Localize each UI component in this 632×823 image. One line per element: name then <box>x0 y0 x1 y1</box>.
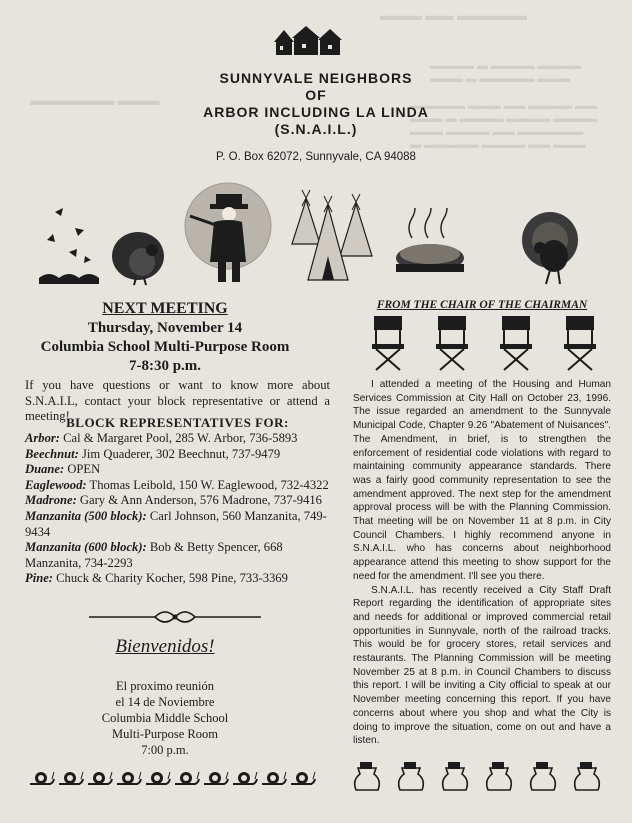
chair-paragraph-2: S.N.A.I.L. has recently received a City Staff Draft Report regarding the identification of appropriate sites and needs for additional or improved commercial retail opportunities in Sunnyvale, north of the railroad tracks. This would be for grocery stores, retail services and restaurants. The Planning Commission will be meeting November 25 at 8 p.m. in Council Chambers to discuss this report. I will be inviting a City official to speak at our November meeting concerning this report. If you have concerns about where you shop and what the City is doing to improve the situation, come on out and have a listen. <box>353 584 611 747</box>
bienvenidos-line1: El proximo reunión <box>116 679 214 693</box>
falling-leaves-icon <box>35 200 100 290</box>
ghost-text: ▬▬▬▬▬▬ ▬▬▬ <box>30 95 160 108</box>
block-reps-list <box>25 431 330 587</box>
block-rep-item <box>25 447 330 463</box>
rep-street-label: Madrone: <box>25 493 77 508</box>
rep-street-label: Beechnut: <box>25 446 79 461</box>
rep-contact: Gary & Ann Anderson, 576 Madrone, 737-9416 <box>76 493 322 508</box>
turkey-icon <box>108 228 170 286</box>
bienvenidos-heading: Bienvenidos! <box>115 636 215 657</box>
snail-border-icon <box>28 768 318 788</box>
rep-contact: Carl Johnson, 560 Manzanita, 749-9434 <box>25 508 327 539</box>
bienvenidos-line2: el 14 de Noviembre <box>115 695 215 709</box>
pilgrims-border-icon <box>350 760 614 794</box>
meeting-date: Thursday, November 14 <box>87 320 243 336</box>
newsletter-title-line4: (S.N.A.I.L.) <box>274 121 358 137</box>
pie-icon <box>392 208 468 284</box>
block-rep-item <box>25 462 330 478</box>
rep-contact: Chuck & Charity Kocher, 598 Pine, 733-3369 <box>52 571 288 586</box>
ghost-text: ▬▬▬▬▬ ▬▬▬ ▬▬ ▬▬▬▬ ▬▬ ▬▬▬ ▬ ▬▬▬▬ ▬▬▬▬ ▬▬▬▬ ▬▬▬ ▬▬▬▬ ▬▬ ▬▬▬▬▬▬ ▬ ▬▬▬▬▬ ▬▬▬▬ ▬▬ ▬▬▬ <box>410 100 597 151</box>
rep-contact: Thomas Leibold, 150 W. Eaglewood, 732-4322 <box>86 477 329 492</box>
block-rep-item <box>25 478 330 494</box>
bienvenidos-line3: Columbia Middle School <box>101 711 229 725</box>
rep-contact: OPEN <box>64 462 101 477</box>
directors-chairs-icon <box>370 316 602 372</box>
rep-contact: Jim Quaderer, 302 Beechnut, 737-9479 <box>78 446 281 461</box>
rep-street-label: Pine: <box>25 571 53 586</box>
rep-street-label: Eaglewood: <box>25 477 87 492</box>
next-meeting-heading: NEXT MEETING <box>102 300 228 317</box>
meeting-intro-text: If you have questions or want to know more about S.N.A.I.L, contact your block representative or attend a meeting! <box>25 378 330 424</box>
chair-column-body <box>353 378 611 748</box>
bienvenidos-line5: 7:00 p.m. <box>141 743 189 757</box>
pilgrim-icon <box>180 182 276 286</box>
newsletter-title-line2: OF <box>305 87 327 103</box>
block-reps-heading: BLOCK REPRESENTATIVES FOR: <box>66 415 289 430</box>
newsletter-title-line1: SUNNYVALE NEIGHBORS <box>219 70 413 86</box>
ghost-text: ▬▬▬▬ ▬ ▬▬▬▬ ▬▬▬▬ ▬▬▬ ▬ ▬▬▬▬▬ ▬▬▬ <box>430 60 582 85</box>
meeting-time: 7-8:30 p.m. <box>128 358 202 374</box>
rep-street-label: Manzanita (500 block): <box>25 508 147 523</box>
rep-contact: Bob & Betty Spencer, 668 Manzanita, 734-2293 <box>25 540 283 570</box>
rep-street-label: Arbor: <box>25 431 60 445</box>
block-rep-item <box>25 431 330 447</box>
block-rep-item <box>25 509 330 540</box>
rep-contact: Cal & Margaret Pool, 285 W. Arbor, 736-5893 <box>60 431 298 445</box>
block-rep-item <box>25 493 330 509</box>
ornament-divider <box>85 606 265 628</box>
block-rep-item <box>25 540 330 571</box>
houses-icon <box>272 24 352 58</box>
ghost-text: ▬▬▬ ▬▬ ▬▬▬▬▬ <box>380 10 527 23</box>
turkey-right-icon <box>520 206 580 286</box>
tepees-icon <box>288 186 380 286</box>
rep-street-label: Duane: <box>25 462 65 477</box>
block-rep-item <box>25 571 330 587</box>
rep-street-label: Manzanita (600 block): <box>25 540 147 555</box>
mailing-address: P. O. Box 62072, Sunnyvale, CA 94088 <box>216 151 416 163</box>
newsletter-title-line3: ARBOR INCLUDING LA LINDA <box>203 104 429 120</box>
bienvenidos-line4: Multi-Purpose Room <box>112 727 218 741</box>
chair-paragraph-1: I attended a meeting of the Housing and Human Services Commission at City Hall on October 23, 1996. The issue regarded an amendment to the Sunnyvale Municipal Code, Chapter 9.26 "Abatement of Nuisances". The Amendment, in brief, is to strengthen the enforcement of residential code violations with regard to maintaining community appearance standards. There was a fairly good community representation to see the amendment approved. The next step for the amendment approval process will be with the Planning Commission. That meeting will be on November 11 at 8 p.m. in City Council Chambers. I highly recommend anyone in S.N.A.I.L. who has concerns about neighborhood appearance attend this meeting to show support for the need for the amendment. I'll see you there. <box>353 379 611 582</box>
chair-column-heading: FROM THE CHAIR OF THE CHAIRMAN <box>376 299 588 311</box>
meeting-location: Columbia School Multi-Purpose Room <box>40 339 290 355</box>
